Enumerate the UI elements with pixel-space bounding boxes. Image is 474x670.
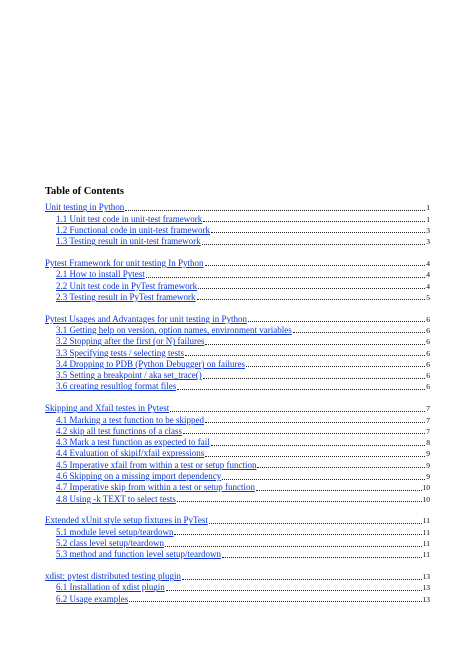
toc-chapter-entry[interactable]	[45, 202, 430, 213]
toc-page-number: 1	[426, 203, 430, 213]
toc-subsection-entry[interactable]	[45, 437, 430, 448]
toc-page-number: 9	[426, 449, 430, 459]
table-of-contents	[45, 202, 430, 615]
dot-leader	[211, 445, 426, 446]
toc-entry-link[interactable]: 4.5 Imperative xfail from within a test or setup function	[56, 459, 257, 470]
toc-subsection-entry[interactable]	[45, 593, 430, 604]
dot-leader	[256, 490, 422, 491]
toc-entry-link[interactable]: xdist: pytest distributed testing plugin	[45, 571, 181, 582]
dot-leader	[170, 411, 425, 412]
dot-leader	[222, 557, 422, 558]
toc-page-number: 11	[422, 516, 430, 526]
toc-subsection-entry[interactable]	[45, 347, 430, 358]
toc-subsection-entry[interactable]	[45, 582, 430, 593]
dot-leader	[198, 288, 425, 289]
toc-page-number: 7	[426, 404, 430, 414]
toc-entry-link[interactable]: 1.2 Functional code in unit-test framework	[56, 224, 210, 235]
toc-entry-link[interactable]: 5.1 module level setup/teardown	[56, 526, 174, 537]
toc-page-number: 13	[422, 572, 430, 582]
dot-leader	[125, 210, 425, 211]
toc-subsection-entry[interactable]	[45, 526, 430, 537]
toc-page-number: 6	[426, 348, 430, 358]
toc-page-number: 6	[426, 337, 430, 347]
toc-title: Table of Contents	[45, 186, 124, 197]
dot-leader	[185, 355, 425, 356]
toc-page-number: 7	[426, 426, 430, 436]
toc-subsection-entry[interactable]	[45, 549, 430, 560]
toc-entry-link[interactable]: 2.2 Unit test code in PyTest framework	[56, 280, 198, 291]
toc-entry-link[interactable]: 4.6 Skipping on a missing import dependency	[56, 471, 222, 482]
toc-entry-link[interactable]: Pytest Framework for unit testing In Python	[45, 257, 204, 268]
toc-entry-link[interactable]: 3.6 creating resultlog format files	[56, 381, 177, 392]
toc-entry-link[interactable]: 1.1 Unit test code in unit-test framework	[56, 213, 203, 224]
toc-page-number: 1	[426, 214, 430, 224]
toc-subsection-entry[interactable]	[45, 325, 430, 336]
toc-page-number: 6	[426, 359, 430, 369]
toc-subsection-entry[interactable]	[45, 225, 430, 236]
toc-page-number: 9	[426, 460, 430, 470]
dot-leader	[257, 467, 425, 468]
toc-section	[45, 202, 430, 247]
toc-subsection-entry[interactable]	[45, 280, 430, 291]
toc-page-number: 4	[426, 270, 430, 280]
dot-leader	[202, 244, 426, 245]
toc-chapter-entry[interactable]	[45, 258, 430, 269]
dot-leader	[205, 422, 425, 423]
dot-leader	[174, 534, 421, 535]
toc-subsection-entry[interactable]	[45, 236, 430, 247]
toc-page-number: 3	[426, 237, 430, 247]
dot-leader	[222, 479, 425, 480]
dot-leader	[203, 221, 425, 222]
toc-page-number: 8	[426, 438, 430, 448]
toc-entry-link[interactable]: 4.7 Imperative skip from within a test or setup function	[56, 482, 255, 493]
toc-chapter-entry[interactable]	[45, 403, 430, 414]
toc-entry-link[interactable]: 3.1 Getting help on version, option names, environment variables	[56, 324, 292, 335]
toc-subsection-entry[interactable]	[45, 538, 430, 549]
dot-leader	[166, 590, 422, 591]
toc-entry-link[interactable]: 4.3 Mark a test function as expected to fail	[56, 437, 210, 448]
toc-entry-link[interactable]: 5.2 class level setup/teardown	[56, 538, 164, 549]
toc-page-number: 3	[426, 225, 430, 235]
toc-section	[45, 403, 430, 505]
toc-chapter-entry[interactable]	[45, 515, 430, 526]
dot-leader	[205, 344, 425, 345]
toc-section	[45, 515, 430, 560]
dot-leader	[246, 366, 425, 367]
toc-page-number: 4	[426, 258, 430, 268]
toc-subsection-entry[interactable]	[45, 471, 430, 482]
toc-subsection-entry[interactable]	[45, 448, 430, 459]
toc-page-number: 4	[426, 281, 430, 291]
toc-page-number: 10	[422, 494, 430, 504]
toc-page-number: 6	[426, 382, 430, 392]
dot-leader	[205, 265, 426, 266]
toc-entry-link[interactable]: 6.2 Usage examples	[56, 593, 129, 604]
toc-subsection-entry[interactable]	[45, 213, 430, 224]
dot-leader	[197, 299, 426, 300]
toc-entry-link[interactable]: Skipping and Xfail testes in Pytest	[45, 403, 170, 414]
toc-entry-link[interactable]: 6.1 Installation of xdist plugin	[56, 582, 165, 593]
dot-leader	[129, 601, 421, 602]
toc-subsection-entry[interactable]	[45, 269, 430, 280]
dot-leader	[209, 523, 422, 524]
toc-subsection-entry[interactable]	[45, 482, 430, 493]
dot-leader	[182, 579, 422, 580]
toc-page-number: 7	[426, 415, 430, 425]
dot-leader	[165, 546, 422, 547]
toc-page-number: 6	[426, 314, 430, 324]
toc-entry-link[interactable]: 2.3 Testing result in PyTest framework	[56, 291, 196, 302]
toc-chapter-entry[interactable]	[45, 571, 430, 582]
toc-entry-link[interactable]: Pytest Usages and Advantages for unit testing in Python	[45, 313, 247, 324]
toc-entry-link[interactable]: Unit testing in Python	[45, 202, 125, 213]
toc-entry-link[interactable]: 2.1 How to install Pytest	[56, 269, 145, 280]
toc-page-number: 11	[422, 527, 430, 537]
toc-entry-link[interactable]: Extended xUnit style setup fixtures in PyTest	[45, 515, 208, 526]
toc-subsection-entry[interactable]	[45, 381, 430, 392]
toc-subsection-entry[interactable]	[45, 426, 430, 437]
toc-page-number: 11	[422, 550, 430, 560]
dot-leader	[248, 321, 425, 322]
toc-entry-link[interactable]: 3.2 Stopping after the first (or N) failures	[56, 336, 205, 347]
toc-entry-link[interactable]: 1.3 Testing result in unit-test framework	[56, 236, 201, 247]
dot-leader	[183, 433, 425, 434]
toc-page-number: 13	[422, 583, 430, 593]
toc-entry-link[interactable]: 4.1 Marking a test function to be skipped	[56, 414, 204, 425]
dot-leader	[203, 378, 426, 379]
toc-entry-link[interactable]: 3.3 Specifying tests / selecting tests	[56, 347, 184, 358]
toc-subsection-entry[interactable]	[45, 414, 430, 425]
toc-subsection-entry[interactable]	[45, 292, 430, 303]
dot-leader	[211, 232, 425, 233]
toc-page-number: 6	[426, 325, 430, 335]
toc-section	[45, 258, 430, 303]
toc-subsection-entry[interactable]	[45, 459, 430, 470]
toc-page-number: 9	[426, 472, 430, 482]
toc-page-number: 11	[422, 539, 430, 549]
toc-entry-link[interactable]: 4.4 Evaluation of skipif/xfail expressions	[56, 448, 205, 459]
dot-leader	[205, 456, 425, 457]
toc-section	[45, 571, 430, 605]
toc-subsection-entry[interactable]	[45, 370, 430, 381]
dot-leader	[177, 501, 422, 502]
toc-chapter-entry[interactable]	[45, 313, 430, 324]
toc-subsection-entry[interactable]	[45, 359, 430, 370]
toc-entry-link[interactable]: 4.2 skip all test functions of a class	[56, 425, 182, 436]
toc-entry-link[interactable]: 3.4 Dropping to PDB (Python Debugger) on failures	[56, 358, 245, 369]
toc-page-number: 5	[426, 292, 430, 302]
toc-page-number: 13	[422, 594, 430, 604]
dot-leader	[293, 332, 426, 333]
dot-leader	[177, 389, 425, 390]
toc-subsection-entry[interactable]	[45, 493, 430, 504]
toc-entry-link[interactable]: 4.8 Using -k TEXT to select tests	[56, 493, 176, 504]
toc-subsection-entry[interactable]	[45, 336, 430, 347]
toc-page-number: 6	[426, 371, 430, 381]
toc-section	[45, 313, 430, 392]
toc-page-number: 10	[422, 483, 430, 493]
dot-leader	[146, 277, 425, 278]
toc-entry-link[interactable]: 5.3 method and function level setup/teardown	[56, 549, 221, 560]
toc-entry-link[interactable]: 3.5 Setting a breakpoint / aka set_trace()	[56, 370, 202, 381]
